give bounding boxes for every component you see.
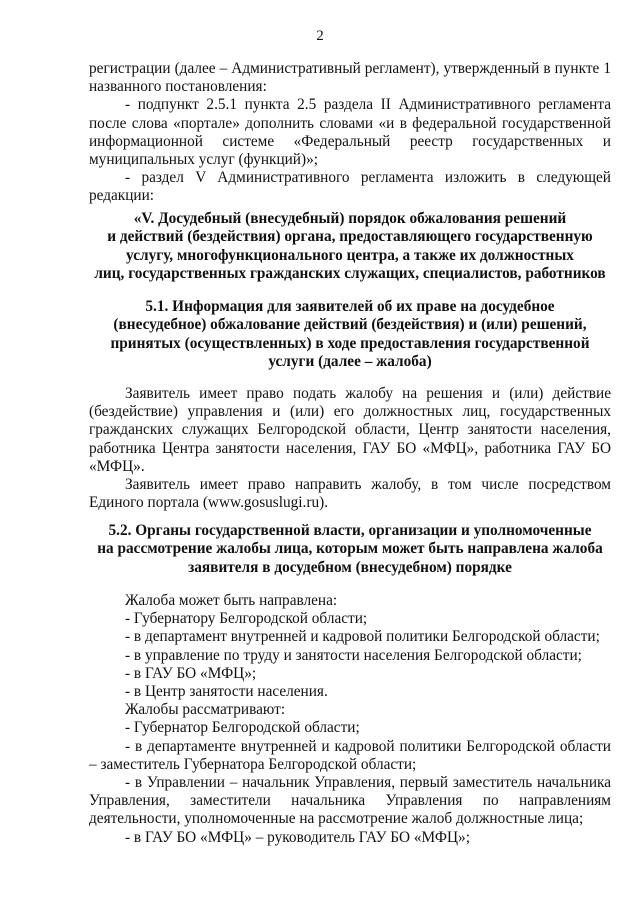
- list-item: - в Центр занятости населения.: [125, 683, 328, 701]
- intro-block: [89, 60, 611, 206]
- heading-line: заявителя в досудебном (внесудебном) порядке: [188, 558, 512, 576]
- section-5-1-body: [89, 385, 611, 512]
- intro-paragraph: - раздел V Административного регламента изложить в следующей редакции:: [89, 169, 611, 205]
- body-paragraph: Заявитель имеет право подать жалобу на решения и (или) действие (бездействие) управления и (или) его должностных лиц, государственных гражданских служащих Белгородской области, Центр занятости населения, работника Центра занятости населения, ГАУ БО «МФЦ», работника ГАУ БО «МФЦ».: [89, 385, 611, 475]
- list-item: - в ГАУ БО «МФЦ»;: [125, 664, 257, 682]
- heading-line: (внесудебное) обжалование действий (бездействия) и (или) решений,: [113, 316, 587, 334]
- list-item: - в Управлении – начальник Управления, первый заместитель начальника Управления, заместители начальника Управления по направлениям деятельности, уполномоченные на рассмотрение жалоб должностные лица;: [89, 774, 611, 828]
- heading-line: лиц, государственных гражданских служащих, специалистов, работников: [94, 265, 606, 283]
- heading-line: принятых (осуществленных) в ходе предоставления государственной: [110, 334, 590, 352]
- list-item: - Губернатору Белгородской области;: [125, 610, 368, 628]
- section-5-2-title: [89, 522, 611, 577]
- heading-line: услугу, многофункционального центра, а также их должностных: [126, 246, 574, 264]
- body-paragraph: Заявитель имеет право направить жалобу, в том числе посредством Единого портала (www.gosuslugi.ru).: [89, 476, 611, 512]
- list-lead: Жалобы рассматривают:: [125, 701, 286, 719]
- page-number: 2: [316, 28, 324, 44]
- section-5-1-title: [89, 298, 611, 372]
- heading-line: 5.2. Органы государственной власти, организации и уполномоченные: [108, 522, 592, 539]
- list-item: - в департаменте внутренней и кадровой политики Белгородской области – заместитель Губернатора Белгородской области;: [89, 737, 611, 773]
- list-lead: Жалоба может быть направлена:: [125, 592, 338, 609]
- complaint-recipients: [89, 592, 611, 847]
- heading-line: услуги (далее – жалоба): [268, 353, 432, 371]
- section-v-title: [89, 210, 611, 284]
- list-item: - Губернатор Белгородской области;: [125, 719, 360, 737]
- heading-line: и действий (бездействия) органа, предоставляющего государственную: [107, 228, 593, 246]
- intro-paragraph: регистрации (далее – Административный регламент), утвержденный в пункте 1 названного постановления:: [89, 60, 611, 96]
- list-item: - в управление по труду и занятости населения Белгородской области;: [125, 646, 582, 664]
- list-item: - в департамент внутренней и кадровой политики Белгородской области;: [125, 628, 600, 646]
- heading-line: 5.1. Информация для заявителей об их праве на досудебное: [145, 298, 555, 315]
- intro-paragraph: - подпункт 2.5.1 пункта 2.5 раздела II Административного регламента после слова «портале» дополнить словами «и в федеральной государственной информационной системе «Федеральный реестр государственных и муниципальных услуг (функций)»;: [89, 96, 611, 169]
- list-item: - в ГАУ БО «МФЦ» – руководитель ГАУ БО «МФЦ»;: [125, 828, 470, 846]
- heading-line: «V. Досудебный (внесудебный) порядок обжалования решений: [133, 210, 567, 227]
- heading-line: на рассмотрение жалобы лица, которым может быть направлена жалоба: [97, 540, 603, 558]
